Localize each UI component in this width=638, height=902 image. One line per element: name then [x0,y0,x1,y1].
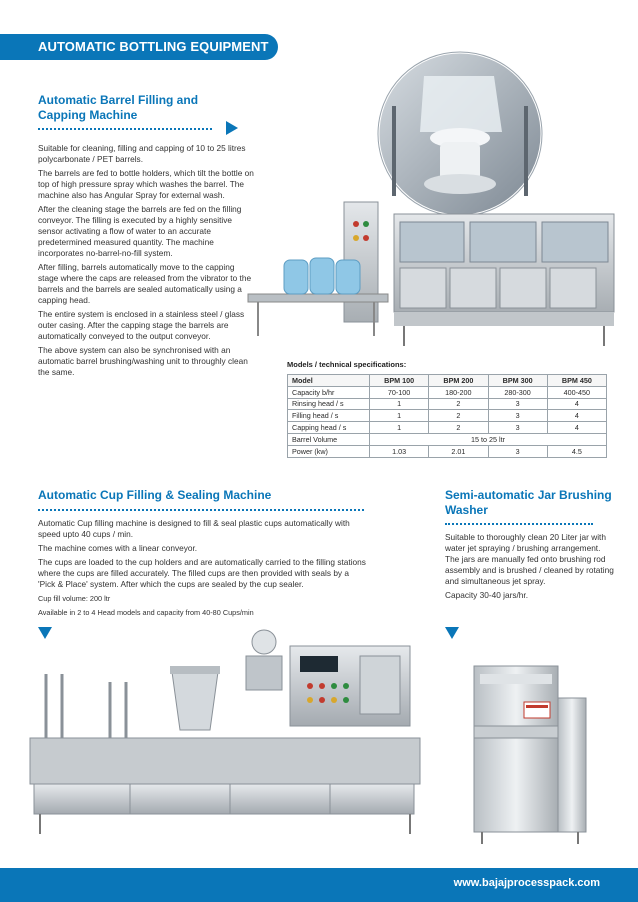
table-cell: 3 [488,422,547,434]
table-cell: 4 [547,422,606,434]
jar-washer-title: Semi-automatic Jar Brushing Washer [445,488,612,517]
paragraph: Capacity 30-40 jars/hr. [445,590,529,600]
paragraph: The above system can also be synchronised with an automatic barrel brushing/washing unit to throughly clean the same. [38,345,248,377]
header-cell: BPM 450 [547,375,606,387]
table-header-row [288,375,607,387]
table-cell: 2 [429,410,488,422]
table-cell: 180-200 [429,386,488,398]
table-cell: 4 [547,398,606,410]
table-cell: 2 [429,398,488,410]
table-row [288,410,607,422]
jar-description [445,532,615,604]
title-divider [38,509,364,511]
paragraph: The barrels are fed to bottle holders, which tilt the bottle on top of high pressure spray which washes the barrel. The machine also has Angular Spray for external wash. [38,168,254,200]
table-cell: 1 [370,422,429,434]
specifications-table [287,374,607,458]
barrel-filling-machine-image [244,46,620,360]
header-cell: BPM 200 [429,375,488,387]
table-cell: Capacity b/hr [288,386,370,398]
jar-brushing-washer-image [468,658,592,848]
website-link[interactable]: www.bajajprocesspack.com [453,877,600,889]
table-cell: 70-100 [370,386,429,398]
paragraph: Suitable to thoroughly clean 20 Liter jar with water jet spraying / brushing arrangement. The jars are manually fed onto brushing rod assembly and is brushed / cleaned by rotating and simultaneous jet spray. [445,532,614,586]
table-row [288,398,607,410]
note: Cup fill volume: 200 ltr [38,594,111,603]
specs-caption: Models / technical specifications: [287,360,407,369]
table-row [288,386,607,398]
table-cell: 400-450 [547,386,606,398]
table-cell: 3 [488,410,547,422]
paragraph: The cups are loaded to the cup holders and are automatically carried to the filling stations where the cups are filled accurately. The filled cups are then provided with seals by a 'Pick & Place' system. After which the cups are sealed by the cup sealer. [38,557,366,589]
table-cell: 1 [370,410,429,422]
table-cell: 2.01 [429,445,488,457]
table-cell: 3 [488,445,547,457]
table-cell: 3 [488,398,547,410]
title-divider [38,128,212,130]
table-cell: 1 [370,398,429,410]
paragraph: After filling, barrels automatically move to the capping stage where the caps are released from the vibrator to the barrels and the barrels are sealed automatically using a capping head. [38,262,252,305]
title-divider [445,523,593,525]
table-cell: Filling head / s [288,410,370,422]
header-cell: BPM 100 [370,375,429,387]
arrow-down-icon [445,627,459,639]
table-cell: Power (kw) [288,445,370,457]
section-title: AUTOMATIC BOTTLING EQUIPMENT [38,39,269,54]
footer-band [0,868,638,902]
table-row [288,445,607,457]
header-cell: Model [288,375,370,387]
note: Available in 2 to 4 Head models and capacity from 40-80 Cups/min [38,608,254,617]
arrow-right-icon [226,121,238,135]
table-cell: 4.5 [547,445,606,457]
table-cell: Capping head / s [288,422,370,434]
table-cell: Rinsing head / s [288,398,370,410]
cup-description [38,518,368,621]
table-cell: 2 [429,422,488,434]
table-cell: Barrel Volume [288,433,370,445]
barrel-machine-title: Automatic Barrel Filling and Capping Machine [38,93,199,122]
paragraph: The entire system is enclosed in a stainless steel / glass outer casing. After the capping stage the barrels are automatically conveyed to the output conveyor. [38,309,245,341]
cup-machine-title: Automatic Cup Filling & Sealing Machine [38,488,272,502]
section-header-band [0,34,278,60]
paragraph: After the cleaning stage the barrels are fed on the filling conveyor. The filling is executed by a highly sensitive sensor activating a flow of water to an accurate predetermined measured quantity. The machine incorporates no-barrel-no-fill system. [38,204,242,258]
paragraph: The machine comes with a linear conveyor. [38,543,198,553]
table-cell: 15 to 25 ltr [370,433,607,445]
cup-filling-machine-image [10,622,430,852]
table-cell: 4 [547,410,606,422]
table-cell: 280-300 [488,386,547,398]
table-row [288,422,607,434]
table-cell: 1.03 [370,445,429,457]
paragraph: Suitable for cleaning, filling and capping of 10 to 25 litres polycarbonate / PET barrels. [38,143,246,164]
table-row [288,433,607,445]
header-cell: BPM 300 [488,375,547,387]
barrel-description [38,143,256,381]
paragraph: Automatic Cup filling machine is designed to fill & seal plastic cups automatically with speed upto 40 cups / min. [38,518,350,539]
